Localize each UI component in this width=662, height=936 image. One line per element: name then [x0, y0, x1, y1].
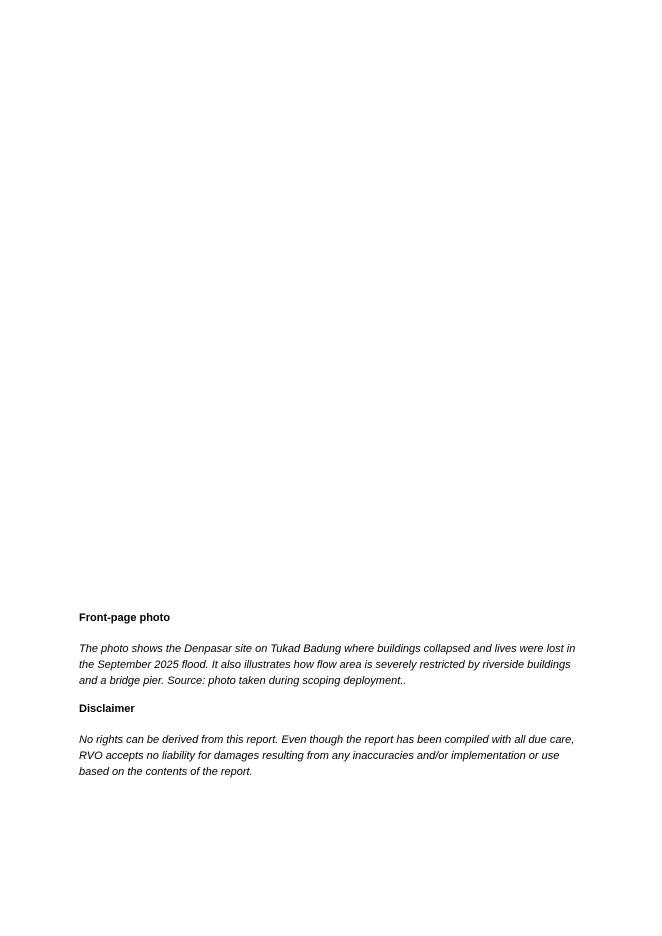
page-notes: [79, 611, 589, 780]
disclaimer-heading: Disclaimer: [79, 703, 135, 715]
front-page-photo-text: The photo shows the Denpasar site on Tukad Badung where buildings collapsed and lives were lost in the September 2025 flood. It also illustrates how flow area is severely restricted by riverside buildings and a bridge pier. Source: photo taken during scoping deployment..: [79, 643, 576, 687]
spacer: [79, 717, 589, 732]
disclaimer-text: No rights can be derived from this report. Even though the report has been compiled with all due care, RVO accepts no liability for damages resulting from any inaccuracies and/or implementation or use based on the contents of the report.: [79, 734, 575, 778]
spacer: [79, 689, 589, 702]
front-page-photo-heading: Front-page photo: [79, 612, 171, 624]
spacer: [79, 626, 589, 641]
